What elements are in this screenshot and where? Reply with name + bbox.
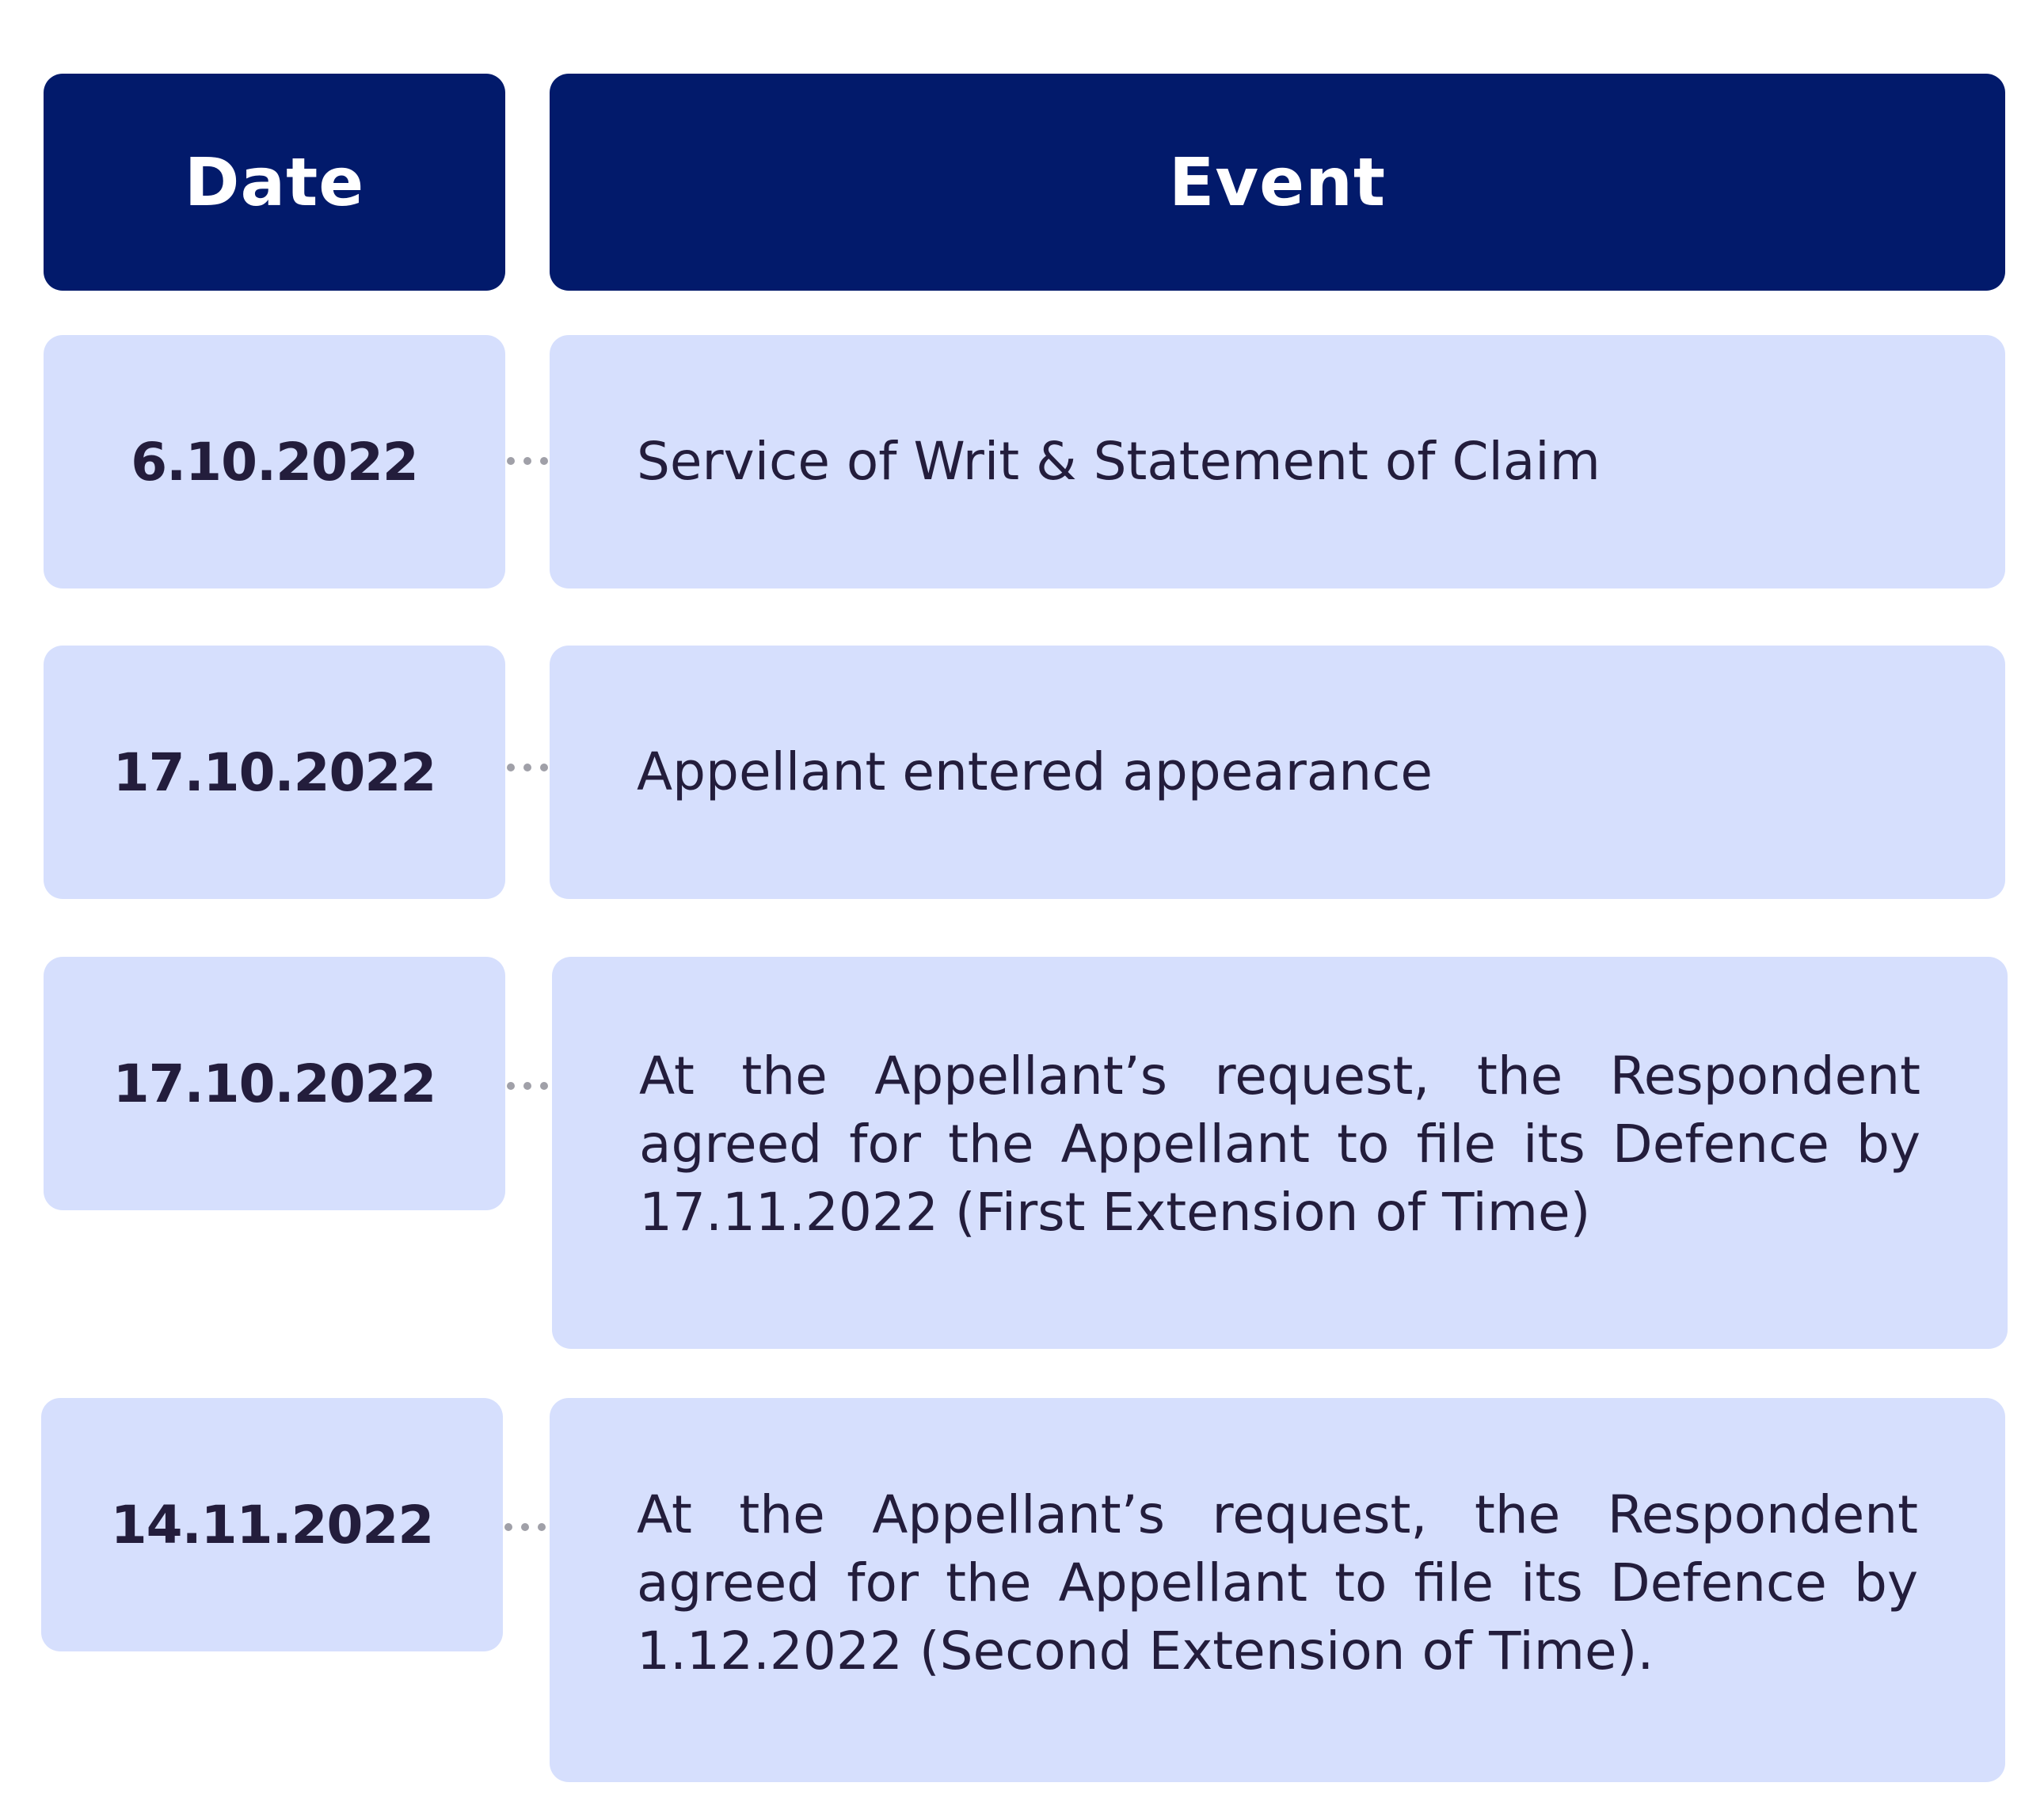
row-connector-dots [507,764,548,771]
date-text: 14.11.2022 [110,1494,434,1556]
event-cell [550,1398,2005,1782]
date-column-header [44,74,505,291]
event-text: Service of Writ & Statement of Claim [637,431,1601,492]
date-text: 17.10.2022 [112,1053,436,1114]
event-column-header [550,74,2005,291]
row-connector-dots [507,457,548,465]
date-text: 17.10.2022 [112,741,436,803]
date-cell [44,646,505,899]
date-cell [44,957,505,1210]
event-cell [552,957,2008,1349]
date-cell [41,1398,503,1651]
event-text: Appellant entered appearance [637,741,1433,802]
date-text: 6.10.2022 [131,431,418,493]
event-cell [550,335,2005,588]
row-connector-dots [504,1523,546,1531]
event-cell [550,646,2005,899]
event-text: At the Appellant’s request, the Respondent agreed for the Appellant to file its Defence by 17.11.2022 (First Extension of Time) [639,1046,1920,1243]
date-header-label: Date [184,143,365,221]
event-text: At the Appellant’s request, the Respondent agreed for the Appellant to file its Defence by 1.12.2022 (Second Extension of Time). [637,1484,1918,1682]
date-cell [44,335,505,588]
event-header-label: Event [1168,143,1387,221]
row-connector-dots [507,1082,548,1090]
